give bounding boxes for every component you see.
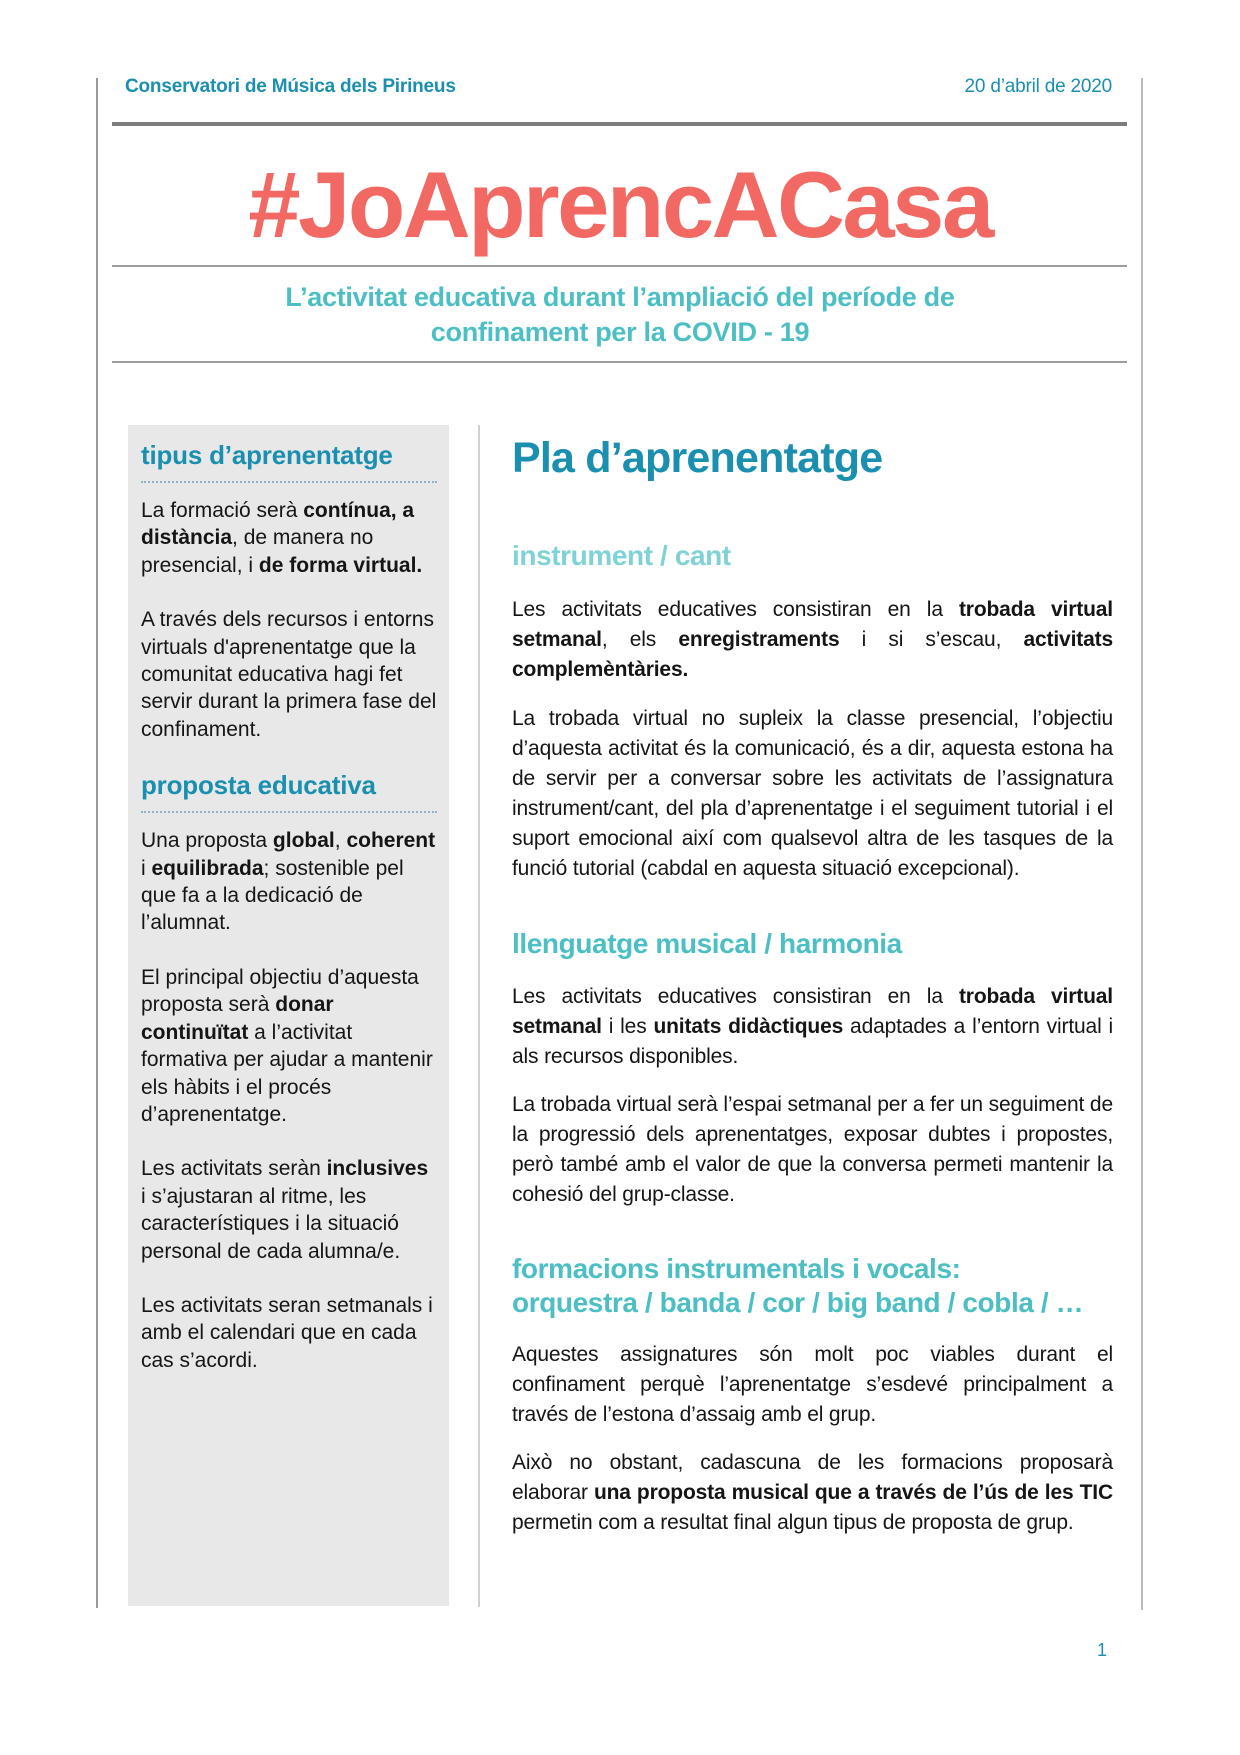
text-run: a l’activitat formativa per ajudar a mantenir els hàbits i el procés d’aprenentatge. — [141, 1020, 433, 1126]
bold-run: trobada virtual setmanal — [512, 598, 1113, 651]
bold-run: donar continuïtat — [141, 993, 334, 1044]
section-heading-formacions — [512, 1252, 1113, 1320]
section-heading-llenguatge: llenguatge musical / harmonia — [512, 928, 902, 959]
heading-line-2: orquestra / banda / cor / big band / cobla / … — [512, 1287, 1084, 1318]
bold-run: inclusives — [326, 1157, 429, 1181]
bold-run: coherent — [346, 829, 436, 853]
page-right-border — [1141, 78, 1143, 1610]
page-left-border — [96, 78, 98, 1608]
text-run: permetin com a resultat final algun tipus de proposta de grup. — [512, 1511, 1074, 1534]
text-run: El principal objectiu d’aquesta proposta serà — [141, 965, 419, 1017]
text-run: La formació serà — [141, 499, 304, 522]
section-paragraph — [512, 1448, 1113, 1538]
subtitle-line-2: confinament per la COVID - 19 — [430, 317, 810, 347]
text-run: , els — [601, 628, 679, 651]
sidebar-paragraph — [141, 827, 437, 937]
bold-run: global — [272, 829, 335, 853]
text-run: adaptades a l’entorn virtual i als recursos disponibles. — [512, 1015, 1114, 1068]
text-run: ; sostenible pel que fa a la dedicació de l’alumnat. — [141, 856, 404, 935]
section-paragraph — [512, 595, 1113, 685]
text-run: , de manera no presencial, i — [141, 526, 374, 577]
bold-run: activitats complemèntàries. — [512, 628, 1113, 681]
subtitle-line-1: L’activitat educativa durant l’ampliació del període de — [285, 282, 955, 312]
document-title — [0, 150, 1240, 260]
sidebar-paragraph: A través dels recursos i entorns virtuals d'aprenentatge que la comunitat educativa hagi fet servir durant la primera fase del confinament. — [141, 608, 437, 741]
document-subtitle — [190, 280, 1050, 350]
section-paragraph: Aquestes assignatures són molt poc viables durant el confinament perquè l’aprenentatge s’esdevé principalment a través de l’estona d’assaig amb el grup. — [512, 1343, 1113, 1426]
sidebar-paragraph — [141, 1155, 437, 1265]
organization-name: Conservatori de Música dels Pirineus — [125, 76, 456, 97]
document-date: 20 d’abril de 2020 — [964, 76, 1112, 97]
sidebar-box — [128, 425, 449, 1606]
page-number: 1 — [1097, 1640, 1108, 1660]
main-title: Pla d’aprenentatge — [512, 434, 883, 482]
text-run: Una proposta — [141, 829, 273, 853]
title-text: #JoAprencACasa — [248, 152, 992, 257]
header-divider — [112, 122, 1127, 126]
sidebar-paragraph — [141, 497, 437, 579]
main-column — [512, 432, 1113, 1538]
section-paragraph: La trobada virtual no supleix la classe presencial, l’objectiu d’aquesta activitat és la comunicació, és a dir, aquesta estona ha de servir per a conversar sobre les activitats de l’assignatura instrument/cant, del pla d’aprenentatge i el seguiment tutorial i el suport emocional així com qualsevol altra de les tasques de la funció tutorial (cabdal en aquesta situació excepcional). — [512, 707, 1113, 880]
text-run: Això no obstant, cadascuna de les formacions proposarà elaborar — [512, 1451, 1113, 1504]
text-run: Les activitats educatives consistiran en la — [512, 598, 959, 621]
text-run: , — [334, 829, 347, 853]
title-divider — [112, 265, 1127, 267]
bold-run: equilibrada — [151, 856, 264, 880]
sidebar-heading-proposta: proposta educativa — [141, 769, 437, 813]
subtitle-divider — [112, 361, 1127, 363]
bold-run: trobada virtual setmanal — [512, 985, 1113, 1038]
section-paragraph: La trobada virtual serà l’espai setmanal per a fer un seguiment de la progressió dels aprenentatges, exposar dubtes i propostes, però també amb el valor de que la conversa permeti mantenir la cohesió del grup-classe. — [512, 1093, 1113, 1206]
text-run: i — [141, 856, 152, 880]
text-run: i s’ajustaran al ritme, les característiques i la situació personal de cada alumna/e. — [141, 1184, 401, 1263]
bold-run: de forma virtual. — [258, 553, 423, 577]
text-run: Les activitats seràn — [141, 1157, 327, 1181]
section-paragraph — [512, 982, 1113, 1072]
text-run: Les activitats educatives consistiran en la — [512, 985, 959, 1008]
sidebar-paragraph — [141, 964, 437, 1128]
text-run: i les — [601, 1015, 654, 1038]
heading-line-1: formacions instrumentals i vocals: — [512, 1253, 961, 1284]
column-divider — [478, 425, 480, 1607]
sidebar-paragraph: Les activitats seran setmanals i amb el calendari que en cada cas s’acordi. — [141, 1293, 433, 1372]
bold-run: contínua, a distància — [141, 499, 415, 550]
bold-run: unitats didàctiques — [653, 1015, 844, 1038]
bold-run: enregistraments — [678, 628, 840, 651]
sidebar-heading-tipus: tipus d’aprenentatge — [141, 439, 437, 483]
section-heading-instrument: instrument / cant — [512, 540, 731, 571]
bold-run: una proposta musical que a través de l’ús de les TIC — [593, 1481, 1113, 1504]
text-run: i si s’escau, — [839, 628, 1024, 651]
